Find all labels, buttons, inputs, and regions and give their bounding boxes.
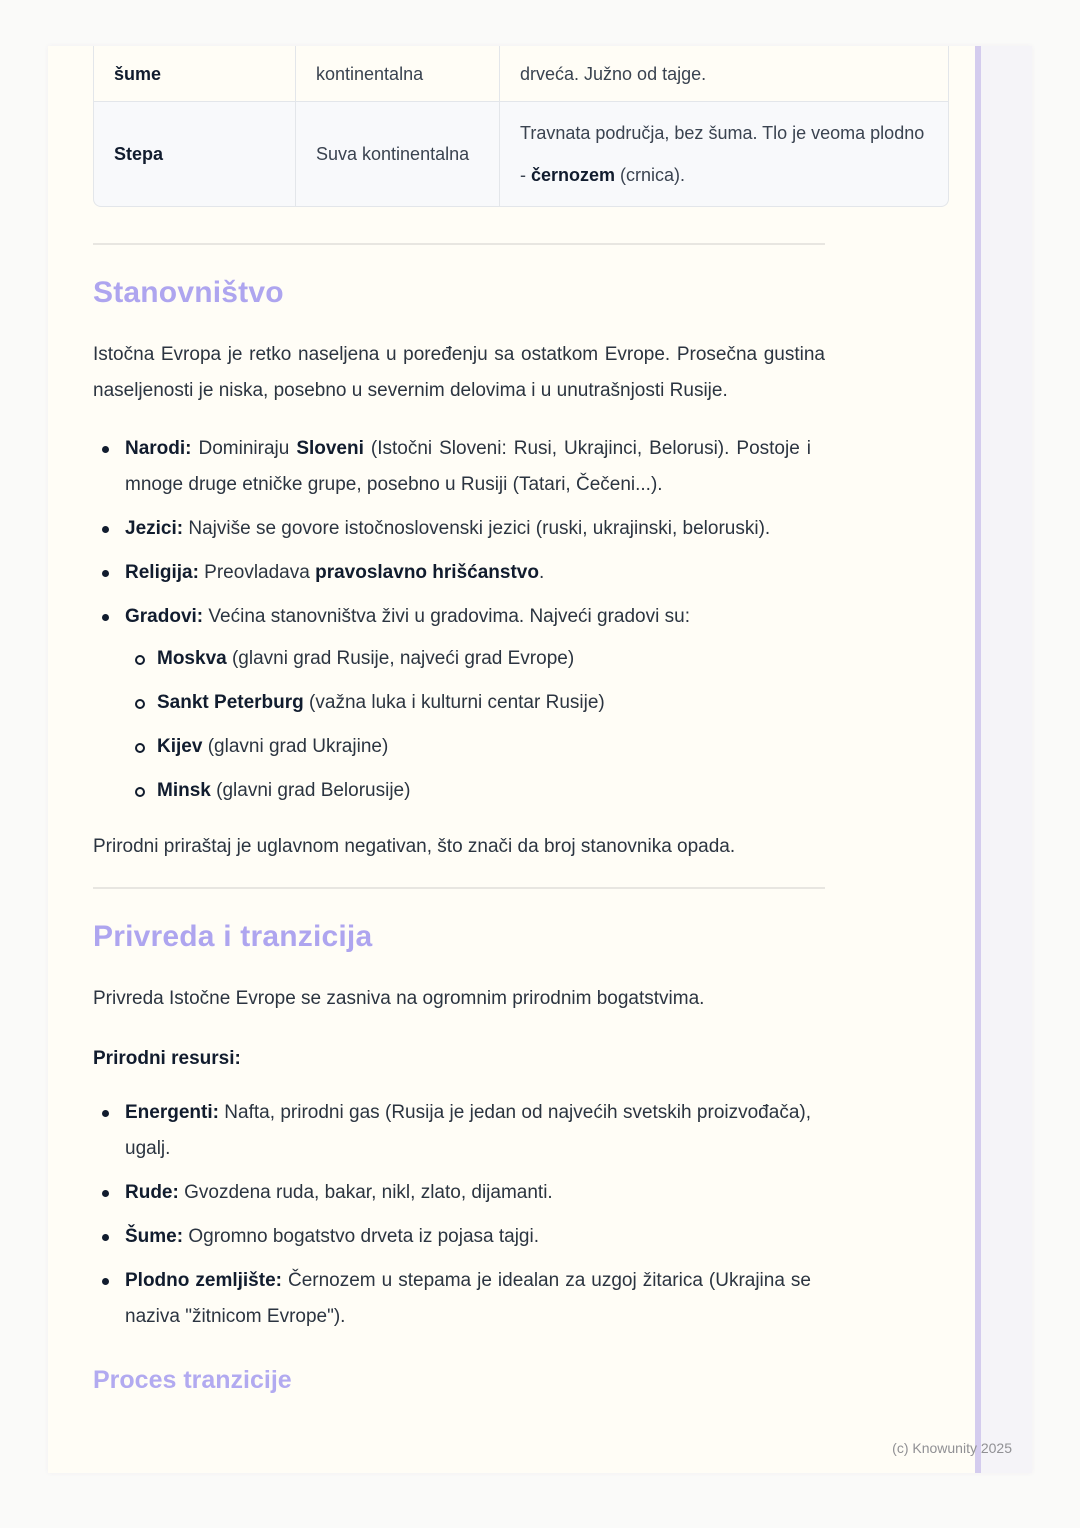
section-title-privreda: Privreda i tranzicija <box>93 920 373 953</box>
table-cell-description: Travnata područja, bez šuma. Tlo je veoma plodno - černozem (crnica). <box>500 102 949 207</box>
cities-sublist <box>125 641 811 809</box>
table-cell-description: drveća. Južno od tajge. <box>500 46 949 102</box>
document-page[interactable] <box>48 46 1032 1473</box>
page-binding-line <box>975 46 981 1473</box>
table-cell-climate: Suva kontinentalna <box>296 102 500 207</box>
list-item-kijev: Kijev (glavni grad Ukrajine) <box>125 729 811 765</box>
privreda-intro-paragraph: Privreda Istočne Evrope se zasniva na ogromnim prirodnim bogatstvima. <box>93 988 705 1009</box>
list-item-gradovi-text: Gradovi: Većina stanovništva živi u gradovima. Najveći gradovi su: <box>125 606 690 627</box>
list-item-energenti: Energenti: Nafta, prirodni gas (Rusija je jedan od najvećih svetskih proizvođača), ugalj. <box>93 1095 825 1167</box>
copyright-watermark: (c) Knowunity 2025 <box>892 1440 1012 1456</box>
page-binding-panel <box>981 46 1032 1473</box>
resources-bullet-list <box>93 1095 825 1335</box>
list-item-religija: Religija: Preovladava pravoslavno hrišćanstvo. <box>93 555 825 591</box>
subsection-title-proces-tranzicije: Proces tranzicije <box>93 1366 292 1394</box>
natural-resources-heading: Prirodni resursi: <box>93 1048 241 1069</box>
list-item-jezici: Jezici: Najviše se govore istočnoslovenski jezici (ruski, ukrajinski, beloruski). <box>93 511 825 547</box>
section-divider <box>93 887 825 889</box>
list-item-moskva: Moskva (glavni grad Rusije, najveći grad Evrope) <box>125 641 811 677</box>
list-item-gradovi <box>93 599 825 809</box>
stanovnistvo-bullet-list <box>93 431 825 809</box>
table-row-stepa <box>93 102 949 207</box>
table-row-sume <box>93 46 949 102</box>
table-cell-zone-name: šume <box>93 46 296 102</box>
list-item-narodi: Narodi: Dominiraju Sloveni (Istočni Sloveni: Rusi, Ukrajinci, Belorusi). Postoje i mnoge druge etničke grupe, posebno u Rusiji (Tatari, Čečeni...). <box>93 431 825 503</box>
stanovnistvo-outro-paragraph: Prirodni priraštaj je uglavnom negativan, što znači da broj stanovnika opada. <box>93 836 736 857</box>
page-content <box>93 46 925 1395</box>
table-cell-zone-name: Stepa <box>93 102 296 207</box>
section-title-stanovnistvo: Stanovništvo <box>93 276 284 309</box>
list-item-sankt-peterburg: Sankt Peterburg (važna luka i kulturni centar Rusije) <box>125 685 811 721</box>
climate-zones-table <box>93 46 949 207</box>
stanovnistvo-intro-paragraph: Istočna Evropa je retko naseljena u poređenju sa ostatkom Evrope. Prosečna gustina naseljenosti je niska, posebno u severnim delovima i u unutrašnjosti Rusije. <box>93 344 825 401</box>
section-divider <box>93 243 825 245</box>
table-cell-climate: kontinentalna <box>296 46 500 102</box>
list-item-plodno-zemljiste: Plodno zemljište: Černozem u stepama je idealan za uzgoj žitarica (Ukrajina se naziva "žitnicom Evrope"). <box>93 1263 825 1335</box>
list-item-rude: Rude: Gvozdena ruda, bakar, nikl, zlato, dijamanti. <box>93 1175 825 1211</box>
list-item-sume: Šume: Ogromno bogatstvo drveta iz pojasa tajgi. <box>93 1219 825 1255</box>
list-item-minsk: Minsk (glavni grad Belorusije) <box>125 773 811 809</box>
